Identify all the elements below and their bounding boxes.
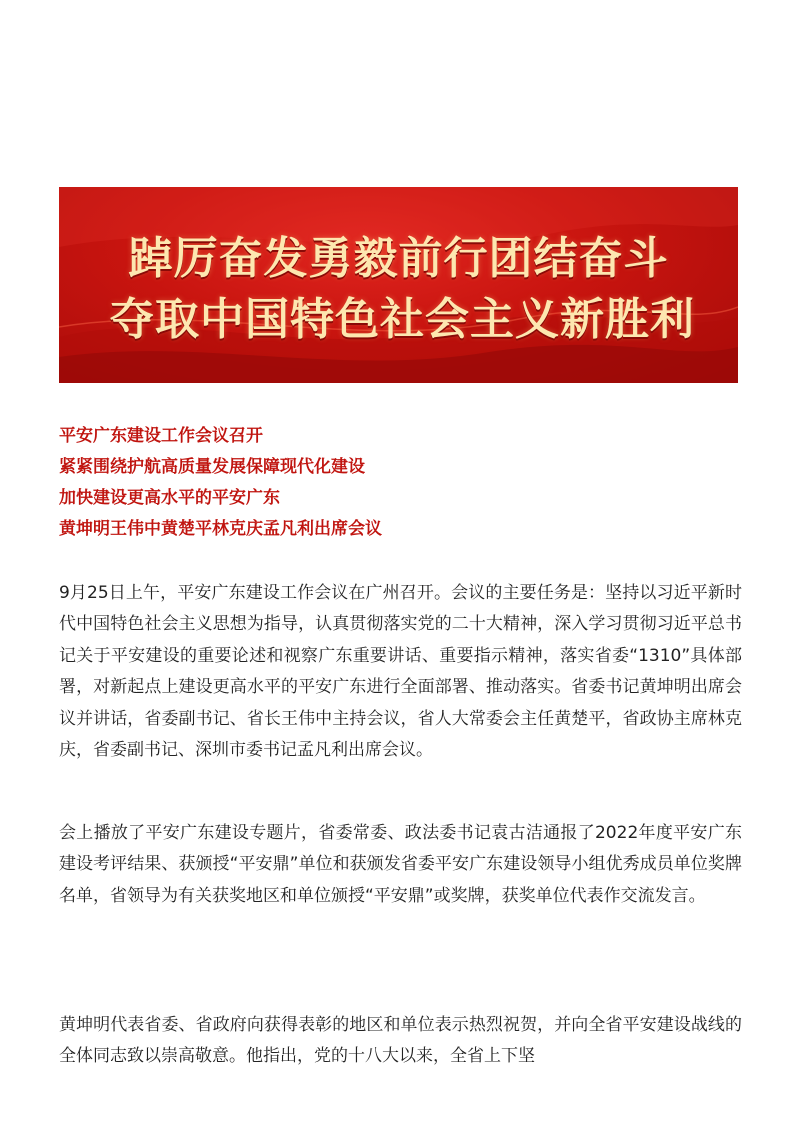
headline-block [59, 421, 738, 545]
headline-2: 紧紧围绕护航高质量发展保障现代化建设 [59, 457, 365, 477]
header-banner [59, 187, 738, 383]
headline-1: 平安广东建设工作会议召开 [59, 426, 263, 446]
banner-title-line-2: 夺取中国特色社会主义新胜利 [110, 294, 695, 345]
banner-title-line-1: 踔厉奋发勇毅前行团结奋斗 [128, 233, 669, 284]
body-paragraph-3: 黄坤明代表省委、省政府向获得表彰的地区和单位表示热烈祝贺，并向全省平安建设战线的全体同志致以崇高敬意。他指出，党的十八大以来，全省上下坚 [59, 1015, 742, 1067]
body-paragraph-1: 9月25日上午，平安广东建设工作会议在广州召开。会议的主要任务是：坚持以习近平新时代中国特色社会主义思想为指导，认真贯彻落实党的二十大精神，深入学习贯彻习近平总书记关于平安建设的重要论述和视察广东重要讲话、重要指示精神，落实省委“1310”具体部署，对新起点上建设更高水平的平安广东进行全面部署、推动落实。省委书记黄坤明出席会议并讲话，省委副书记、省长王伟中主持会议，省人大常委会主任黄楚平，省政协主席林克庆，省委副书记、深圳市委书记孟凡利出席会议。 [59, 583, 742, 761]
headline-3: 加快建设更高水平的平安广东 [59, 488, 280, 508]
body-paragraph-2: 会上播放了平安广东建设专题片，省委常委、政法委书记袁古洁通报了2022年度平安广东建设考评结果、获颁授“平安鼎”单位和获颁发省委平安广东建设领导小组优秀成员单位奖牌名单，省领导为有关获奖地区和单位颁授“平安鼎”或奖牌，获奖单位代表作交流发言。 [59, 823, 742, 906]
headline-4: 黄坤明王伟中黄楚平林克庆孟凡利出席会议 [59, 519, 382, 539]
